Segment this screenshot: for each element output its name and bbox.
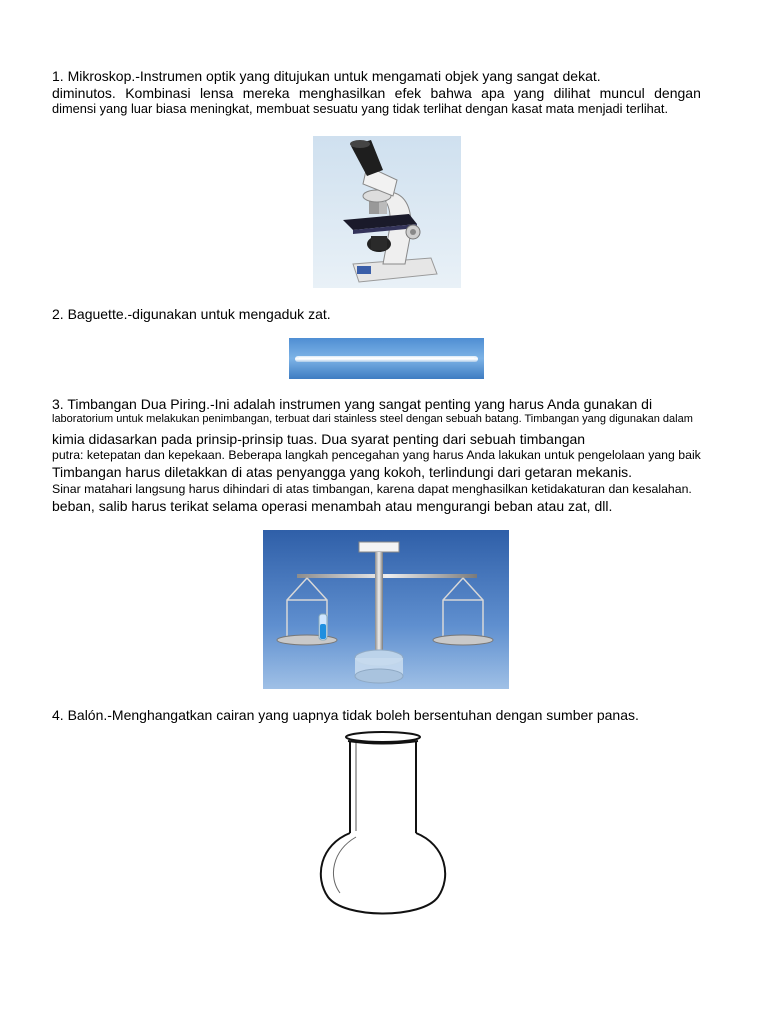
section3-line5: Timbangan harus diletakkan di atas penyangga yang kokoh, terlindungi dari getaran mekanis. (52, 464, 633, 480)
section3-line7: beban, salib harus terikat selama operasi menambah atau mengurangi beban atau zat, dll. (52, 498, 613, 514)
section1-line2: diminutos. Kombinasi lensa mereka menghasilkan efek bahwa apa yang dilihat muncul dengan (52, 85, 701, 101)
section3-line1: 3. Timbangan Dua Piring.-Ini adalah instrumen yang sangat penting yang harus Anda gunakan di (52, 396, 653, 412)
balance-image (263, 530, 509, 689)
stirring-rod-image (289, 338, 484, 379)
section3-line3: kimia didasarkan pada prinsip-prinsip tuas. Dua syarat penting dari sebuah timbangan (52, 431, 586, 447)
microscope-image (313, 136, 461, 288)
flask-image (310, 727, 456, 923)
section1-line3: dimensi yang luar biasa meningkat, membuat sesuatu yang tidak terlihat dengan kasat mata menjadi terlihat. (52, 101, 669, 116)
section3-line4: putra: ketepatan dan kepekaan. Beberapa langkah pencegahan yang harus Anda lakukan untuk pengelolaan yang baik (52, 448, 701, 462)
section4-line1: 4. Balón.-Menghangatkan cairan yang uapnya tidak boleh bersentuhan dengan sumber panas. (52, 707, 639, 723)
section3-line2: laboratorium untuk melakukan penimbangan, terbuat dari stainless steel dengan sebuah batang. Timbangan yang digunakan dalam (52, 413, 693, 425)
section2-line1: 2. Baguette.-digunakan untuk mengaduk zat. (52, 306, 331, 322)
section1-line1: 1. Mikroskop.-Instrumen optik yang ditujukan untuk mengamati objek yang sangat dekat. (52, 68, 601, 84)
section3-line6: Sinar matahari langsung harus dihindari di atas timbangan, karena dapat menghasilkan ketidakaturan dan kesalahan. (52, 482, 692, 496)
